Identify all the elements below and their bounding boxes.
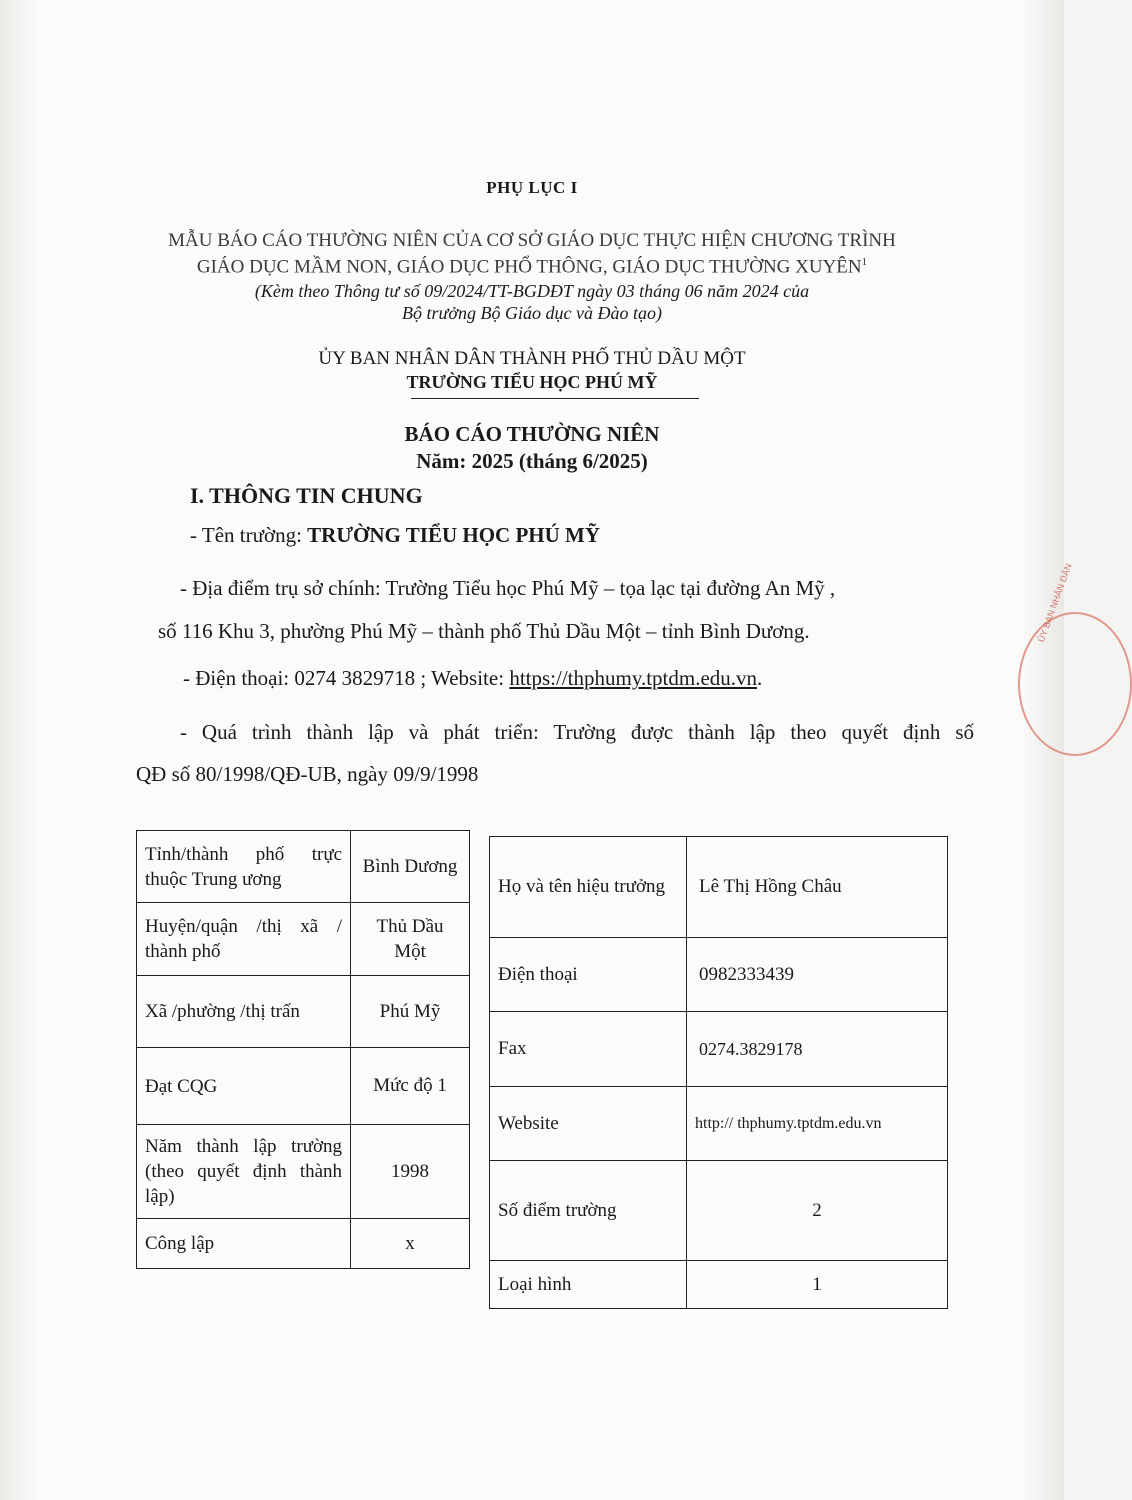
- table-row: [490, 1261, 948, 1309]
- table-value: 2: [687, 1161, 948, 1261]
- official-stamp: [1018, 612, 1132, 756]
- note-line1: (Kèm theo Thông tư số 09/2024/TT-BGDĐT ngày 03 tháng 06 năm 2024 của: [254, 281, 810, 301]
- table-label: Năm thành lập trường (theo quyết định thành lập): [137, 1125, 351, 1219]
- principal-table: [489, 836, 948, 1309]
- table-value: 0982333439: [687, 938, 948, 1012]
- table-row: [137, 1125, 470, 1219]
- school-name-value: TRƯỜNG TIỂU HỌC PHÚ MỸ: [307, 523, 601, 547]
- table-row: [137, 1219, 470, 1269]
- table-label: Xã /phường /thị trấn: [137, 976, 351, 1048]
- history-line1: - Quá trình thành lập và phát triển: Trường được thành lập theo quyết định số: [180, 720, 974, 744]
- table-label: Đạt CQG: [137, 1048, 351, 1125]
- address-line2: số 116 Khu 3, phường Phú Mỹ – thành phố Thủ Dầu Một – tỉnh Bình Dương.: [158, 619, 810, 643]
- table-label: Loại hình: [490, 1261, 687, 1309]
- stamp-text: ỦY BAN NHÂN DÂN: [1036, 562, 1074, 644]
- table-row: [490, 837, 948, 938]
- table-row: [137, 831, 470, 903]
- table-value: x: [351, 1219, 470, 1269]
- footnote-mark: 1: [861, 256, 868, 268]
- council-name: ỦY BAN NHÂN DÂN THÀNH PHỐ THỦ DẦU MỘT: [318, 348, 746, 369]
- table-label: Website: [490, 1087, 687, 1161]
- table-row: [137, 903, 470, 976]
- note-line2: Bộ trưởng Bộ Giáo dục và Đào tạo): [402, 303, 662, 323]
- section-heading: I. THÔNG TIN CHUNG: [190, 483, 423, 508]
- table-label: Số điểm trường: [490, 1161, 687, 1261]
- table-label: Công lập: [137, 1219, 351, 1269]
- table-value: Lê Thị Hồng Châu: [687, 837, 948, 938]
- table-value: 1998: [351, 1125, 470, 1219]
- table-label: Điện thoại: [490, 938, 687, 1012]
- table-value: 1: [687, 1261, 948, 1309]
- table-value: Thủ Dầu Một: [351, 903, 470, 976]
- table-label: Họ và tên hiệu trưởng: [490, 837, 687, 938]
- table-row: [490, 1087, 948, 1161]
- table-value: 0274.3829178: [687, 1012, 948, 1087]
- history-line2: QĐ số 80/1998/QĐ-UB, ngày 09/9/1998: [136, 762, 479, 786]
- table-label: Fax: [490, 1012, 687, 1087]
- location-table: [136, 830, 470, 1269]
- table-row: [490, 1161, 948, 1261]
- table-label: Huyện/quận /thị xã / thành phố: [137, 903, 351, 976]
- school-name-header: TRƯỜNG TIỂU HỌC PHÚ MỸ: [406, 372, 658, 392]
- sample-title-line2: GIÁO DỤC MẦM NON, GIÁO DỤC PHỔ THÔNG, GIÁO DỤC THƯỜNG XUYÊN$^1$: [196, 256, 868, 278]
- table-row: [137, 976, 470, 1048]
- report-title: BÁO CÁO THƯỜNG NIÊN: [404, 422, 660, 446]
- address-line1: - Địa điểm trụ sở chính: Trường Tiểu học Phú Mỹ – tọa lạc tại đường An Mỹ ,: [180, 576, 836, 600]
- table-value: Mức độ 1: [351, 1048, 470, 1125]
- website-link[interactable]: https://thphumy.tptdm.edu.vn: [509, 666, 758, 690]
- table-value: http:// thphumy.tptdm.edu.vn: [687, 1087, 948, 1161]
- table-value: Phú Mỹ: [351, 976, 470, 1048]
- table-row: [490, 1012, 948, 1087]
- school-name-line: - Tên trường: TRƯỜNG TIỂU HỌC PHÚ MỸ: [190, 523, 601, 547]
- header-divider: [411, 398, 699, 399]
- sample-title-line1: MẪU BÁO CÁO THƯỜNG NIÊN CỦA CƠ SỞ GIÁO DỤC THỰC HIỆN CHƯƠNG TRÌNH: [168, 230, 896, 251]
- table-row: [490, 938, 948, 1012]
- contact-line: - Điện thoại: 0274 3829718 ; Website: https://thphumy.tptdm.edu.vn.: [183, 666, 763, 690]
- appendix-title: PHỤ LỤC I: [486, 178, 578, 197]
- report-year: Năm: 2025 (tháng 6/2025): [416, 449, 648, 473]
- table-label: Tỉnh/thành phố trực thuộc Trung ương: [137, 831, 351, 903]
- table-value: Bình Dương: [351, 831, 470, 903]
- table-row: [137, 1048, 470, 1125]
